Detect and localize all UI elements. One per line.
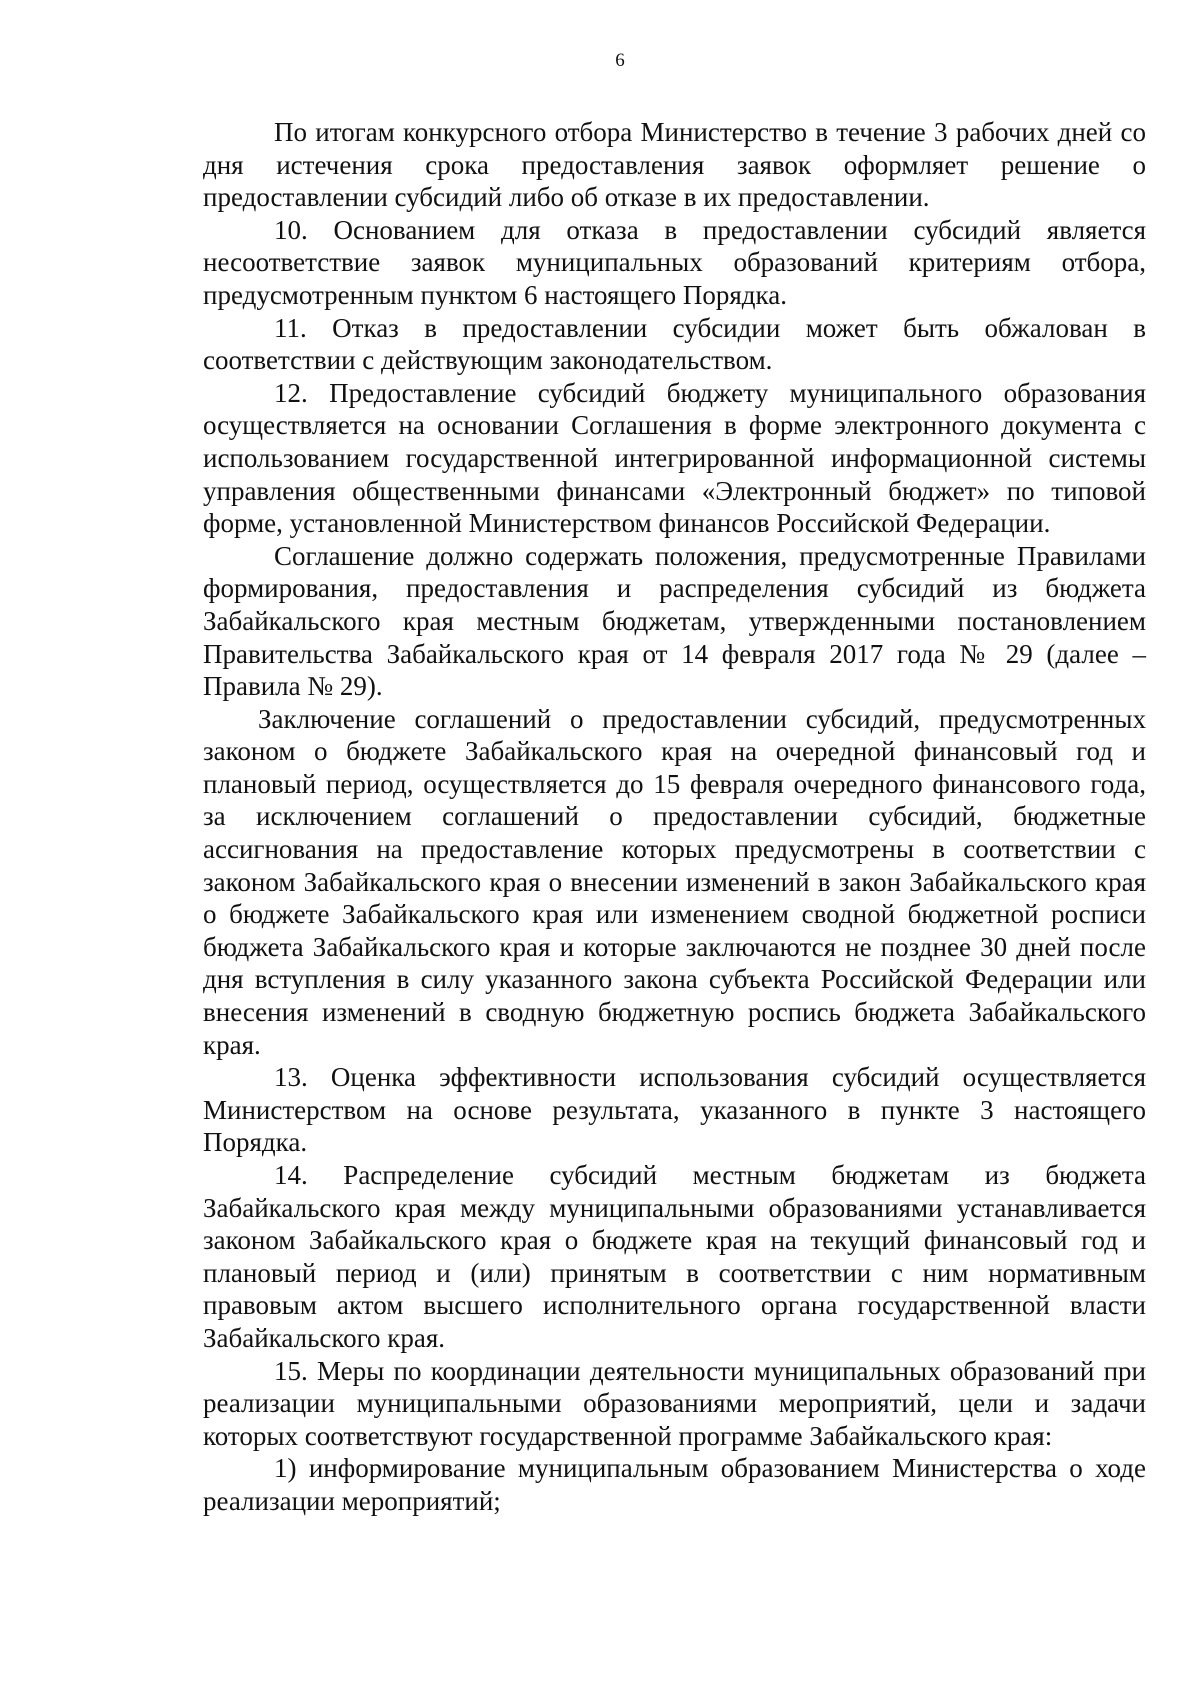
- document-body: [203, 116, 1146, 1518]
- paragraph-agreement-conclusion: Заключение соглашений о предоставлении субсидий, предусмотренных законом о бюджете Забайкальского края на очередной финансовый год и плановый период, осуществляется до 15 февраля очередного финансового года, за исключением соглашений о предоставлении субсидий, бюджетные ассигнования на предоставление которых предусмотрены в соответствии с законом Забайкальского края о внесении изменений в закон Забайкальского края о бюджете Забайкальского края или изменением сводной бюджетной росписи бюджета Забайкальского края и которые заключаются не позднее 30 дней после дня вступления в силу указанного закона субъекта Российской Федерации или внесения изменений в сводную бюджетную роспись бюджета Забайкальского края.: [203, 703, 1146, 1060]
- page-number: 6: [615, 50, 625, 71]
- paragraph-item-15-subitem-1: 1) информирование муниципальным образованием Министерства о ходе реализации мероприятий;: [203, 1453, 1146, 1516]
- paragraph-item-14: 14. Распределение субсидий местным бюджетам из бюджета Забайкальского края между муниципальными образованиями устанавливается законом Забайкальского края о бюджете края на текущий финансовый год и плановый период и (или) принятым в соответствии с ним нормативным правовым актом высшего исполнительного органа государственной власти Забайкальского края.: [203, 1160, 1146, 1353]
- paragraph-item-15: 15. Меры по координации деятельности муниципальных образований при реализации муниципальными образованиями мероприятий, цели и задачи которых соответствуют государственной программе Забайкальского края:: [203, 1355, 1146, 1451]
- paragraph-item-12: 12. Предоставление субсидий бюджету муниципального образования осуществляется на основании Соглашения в форме электронного документа с использованием государственной интегрированной информационной системы управления общественными финансами «Электронный бюджет» по типовой форме, установленной Министерством финансов Российской Федерации.: [203, 377, 1146, 539]
- paragraph-item-10: 10. Основанием для отказа в предоставлении субсидий является несоответствие заявок муниципальных образований критериям отбора, предусмотренным пунктом 6 настоящего Порядка.: [203, 214, 1146, 310]
- paragraph-selection-result: По итогам конкурсного отбора Министерство в течение 3 рабочих дней со дня истечения срока предоставления заявок оформляет решение о предоставлении субсидий либо об отказе в их предоставлении.: [203, 117, 1146, 213]
- paragraph-item-11: 11. Отказ в предоставлении субсидии может быть обжалован в соответствии с действующим законодательством.: [203, 312, 1146, 376]
- paragraph-item-13: 13. Оценка эффективности использования субсидий осуществляется Министерством на основе результата, указанного в пункте 3 настоящего Порядка.: [203, 1062, 1146, 1158]
- paragraph-agreement: Соглашение должно содержать положения, предусмотренные Правилами формирования, предоставления и распределения субсидий из бюджета Забайкальского края местным бюджетам, утвержденными постановлением Правительства Забайкальского края от 14 февраля 2017 года № 29 (далее – Правила № 29).: [203, 540, 1146, 702]
